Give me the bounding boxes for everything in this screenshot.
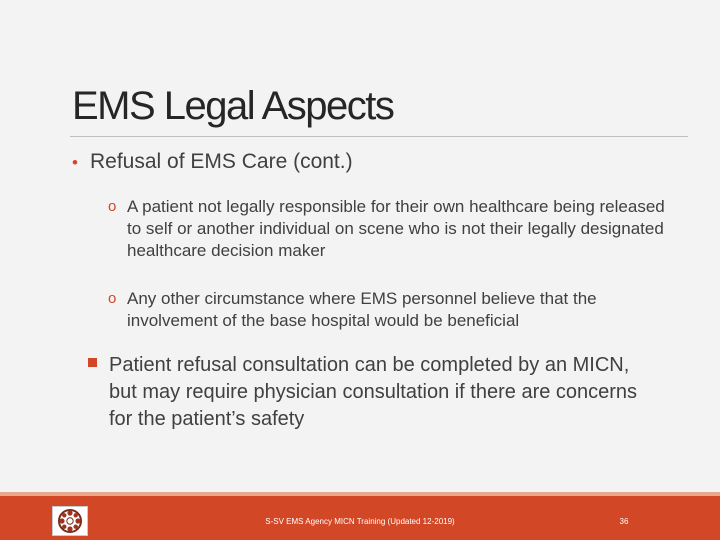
hollow-circle-bullet-icon: o: [108, 290, 117, 307]
slide-title: EMS Legal Aspects: [72, 84, 394, 128]
bullet-level2-text: A patient not legally responsible for their own healthcare being released to self or another individual on scene who is not their legally designated healthcare decision maker: [127, 197, 665, 260]
bullet-level1-text: Refusal of EMS Care (cont.): [90, 150, 353, 173]
bullet-dot-icon: •: [72, 153, 78, 172]
bullet-level3: [88, 352, 648, 433]
title-divider: [70, 136, 688, 137]
bullet-level2-item: [108, 196, 668, 262]
bullet-level2-item: [108, 288, 668, 332]
bullet-level2-text: Any other circumstance where EMS personnel believe that the involvement of the base hospital would be beneficial: [127, 289, 597, 330]
page-number: 36: [619, 517, 629, 526]
bullet-level3-text: Patient refusal consultation can be completed by an MICN, but may require physician consultation if there are concerns for the patient’s safety: [109, 354, 638, 430]
square-bullet-icon: [88, 358, 97, 367]
agency-seal-icon: [52, 506, 88, 536]
hollow-circle-bullet-icon: o: [108, 198, 117, 215]
footer-text: S-SV EMS Agency MICN Training (Updated 12-2019): [265, 517, 455, 526]
bullet-level1: [72, 150, 682, 174]
